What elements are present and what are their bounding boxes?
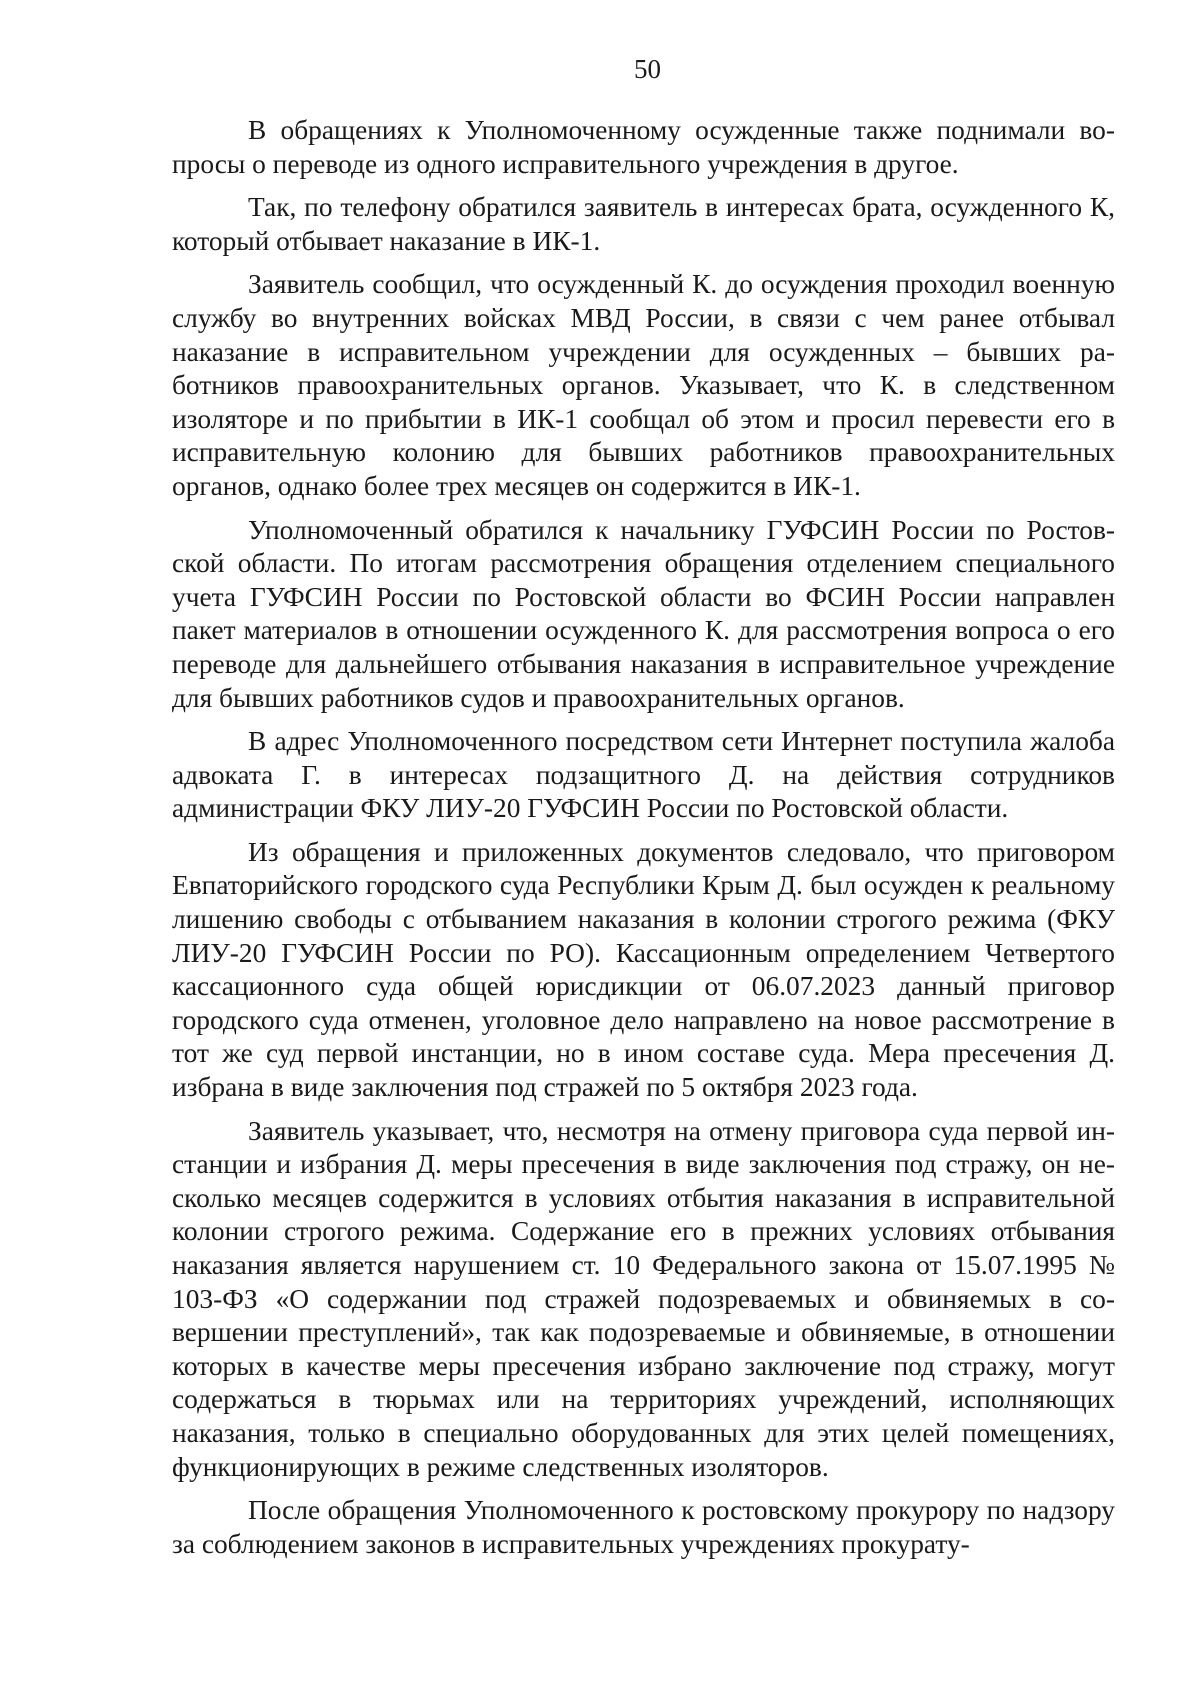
paragraph: В обращениях к Уполномоченному осужденные также поднимали вопросы о переводе из одного исправительного учреждения в другое. — [172, 115, 1115, 179]
paragraph: Так, по телефону обратился заявитель в интересах брата, осужденного К, который отбывает наказание в ИК-1. — [172, 192, 1115, 256]
paragraph: Из обращения и приложенных документов следовало, что приговором Евпаторийского городского суда Республики Крым Д. был осужден к реальному лишению свободы с отбыванием наказания в колонии строгого режима (ФКУ ЛИУ-20 ГУФСИН России по РО). Кассационным определением Четвертого кассационного суда общей юрисдикции от 06.07.2023 данный приговор городского суда отменен, уголовное дело направлено на новое рассмотрение в тот же суд первой инстанции, но в ином составе суда. Мера пресечения Д. избрана в виде заключения под стражей по 5 октября 2023 года. — [172, 836, 1115, 1103]
paragraph: В адрес Уполномоченного посредством сети Интернет поступила жалоба адвоката Г. в интересах подзащитного Д. на действия сотрудников администрации ФКУ ЛИУ-20 ГУФСИН России по Ростовской области. — [172, 726, 1115, 824]
paragraph: Заявитель указывает, что, несмотря на отмену приговора суда первой инстанции и избрания Д. меры пресечения в виде заключения под стражу, он несколько месяцев содержится в условиях отбытия наказания в исправительной колонии строгого режима. Содержание его в прежних условиях отбывания наказания является нарушением ст. 10 Федерального закона от 15.07.1995 № 103-ФЗ «О содержании под стражей подозреваемых и обвиняемых в совершении преступлений», так как подозреваемые и обвиняемые, в отношении которых в качестве меры пресечения избрано заключение под стражу, могут содержаться в тюрьмах или на территориях учреждений, исполняющих наказания, только в специально оборудованных для этих целей помещениях, функционирующих в режиме следственных изоляторов. — [172, 1115, 1115, 1482]
document-body — [172, 114, 1115, 1571]
page-number: 50 — [634, 54, 661, 84]
paragraph: Уполномоченный обратился к начальнику ГУФСИН России по Ростовской области. По итогам рассмотрения обращения отделением специального учета ГУФСИН России по Ростовской области во ФСИН России направлен пакет материалов в отношении осужденного К. для рассмотрения вопроса о его переводе для дальнейшего отбывания наказания в исправительное учреждение для бывших работников судов и правоохранительных органов. — [172, 514, 1115, 713]
paragraph: После обращения Уполномоченного к ростовскому прокурору по надзору за соблюдением законов в исправительных учреждениях прокурату- — [172, 1495, 1115, 1559]
paragraph: Заявитель сообщил, что осужденный К. до осуждения проходил военную службу во внутренних войсках МВД России, в связи с чем ранее отбывал наказание в исправительном учреждении для осужденных – бывших работников правоохранительных органов. Указывает, что К. в следственном изоляторе и по прибытии в ИК-1 сообщал об этом и просил перевести его в исправительную колонию для бывших работников правоохранительных органов, однако более трех месяцев он содержится в ИК-1. — [172, 269, 1115, 501]
